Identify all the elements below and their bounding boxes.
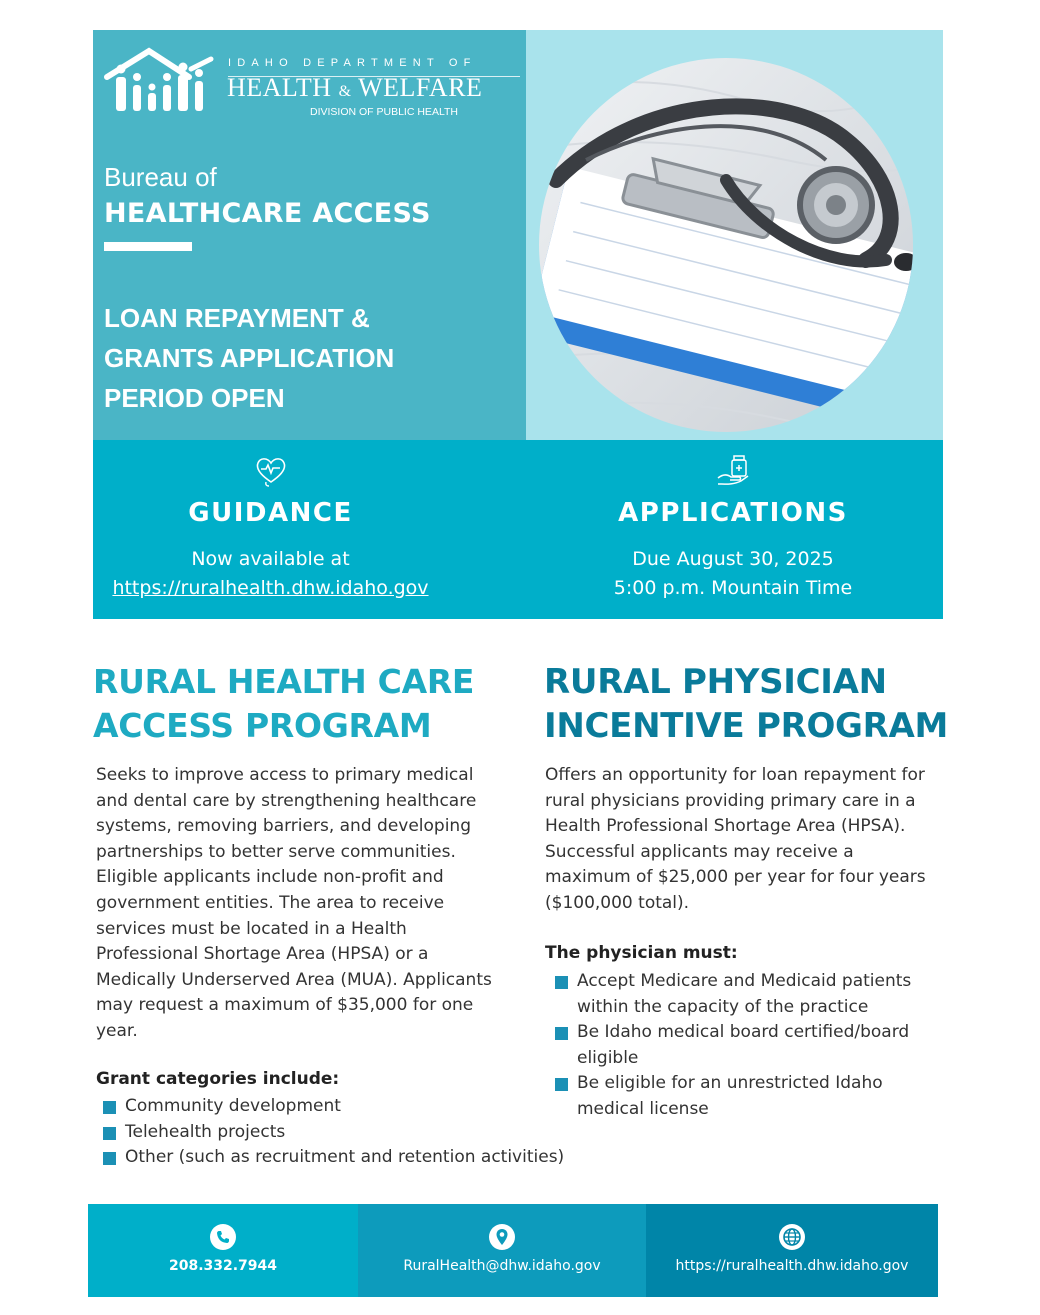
- text-line: services must be located in a Health: [96, 918, 407, 939]
- idhw-logo[interactable]: [103, 47, 518, 127]
- text-line: rural physicians providing primary care in a: [545, 790, 916, 811]
- logo-welfare: WELFARE: [358, 73, 483, 102]
- announcement-line: LOAN REPAYMENT &: [104, 303, 370, 333]
- announcement: [104, 298, 504, 418]
- title-line: RURAL PHYSICIAN: [544, 662, 887, 702]
- grant-categories-heading: Grant categories include:: [96, 1069, 340, 1089]
- footer-phone[interactable]: [88, 1204, 358, 1297]
- bullet-square-icon: [103, 1101, 116, 1114]
- physician-requirements-list: [555, 969, 945, 1123]
- list-item: [103, 1145, 623, 1171]
- text-line: ($100,000 total).: [545, 892, 690, 913]
- applications-section: [523, 440, 943, 619]
- announcement-line: GRANTS APPLICATION: [104, 343, 395, 373]
- grant-categories-list: [103, 1094, 623, 1171]
- list-item: [103, 1094, 623, 1120]
- phone-icon: [210, 1224, 236, 1250]
- text-line: Professional Shortage Area (HPSA) or a: [96, 944, 429, 965]
- announcement-line: PERIOD OPEN: [104, 383, 285, 413]
- website-url: https://ruralhealth.dhw.idaho.gov: [675, 1258, 909, 1274]
- logo-ampersand: &: [338, 83, 352, 100]
- list-item-text: Be Idaho medical board certified/board: [577, 1022, 910, 1043]
- logo-line2: [227, 73, 482, 103]
- text-line: Medically Underserved Area (MUA). Applicants: [96, 969, 492, 990]
- text-line: Health Professional Shortage Area (HPSA).: [545, 816, 906, 837]
- applications-due-time: 5:00 p.m. Mountain Time: [613, 577, 853, 599]
- list-item: [103, 1120, 623, 1146]
- bureau-prefix: Bureau of: [104, 162, 217, 192]
- text-line: maximum of $25,000 per year for four years: [545, 867, 926, 888]
- list-item-text: Other (such as recruitment and retention activities): [125, 1147, 565, 1168]
- bullet-square-icon: [103, 1152, 116, 1165]
- hero-panel: [93, 30, 526, 440]
- bullet-square-icon: [555, 1027, 568, 1040]
- logo-health: HEALTH: [227, 73, 332, 102]
- accent-divider: [104, 242, 192, 251]
- applications-title: APPLICATIONS: [618, 498, 848, 528]
- list-item-text: Accept Medicare and Medicaid patients: [577, 971, 912, 991]
- physician-description: [545, 763, 945, 917]
- list-item: [555, 969, 945, 1020]
- guidance-link[interactable]: https://ruralhealth.dhw.idaho.gov: [112, 577, 429, 599]
- hero-photo-panel: [526, 30, 943, 440]
- text-line: Eligible applicants include non-profit and: [96, 867, 444, 888]
- hand-medicine-icon: [715, 452, 751, 488]
- text-line: Offers an opportunity for loan repayment for: [545, 765, 925, 785]
- title-line: RURAL HEALTH CARE: [93, 662, 475, 701]
- list-item-text: Be eligible for an unrestricted Idaho: [577, 1073, 883, 1094]
- guidance-link-row: [93, 577, 448, 599]
- stethoscope-clipboard-photo: [526, 30, 943, 440]
- list-item: [555, 1071, 945, 1122]
- list-item-text: Telehealth projects: [125, 1121, 286, 1142]
- heart-stethoscope-icon: [253, 452, 289, 488]
- physician-requirements-heading: The physician must:: [545, 943, 738, 963]
- info-band: [93, 440, 943, 619]
- text-line: and dental care by strengthening healthcare: [96, 790, 477, 811]
- title-line: INCENTIVE PROGRAM: [544, 706, 949, 746]
- location-pin-icon: [489, 1224, 515, 1250]
- logo-line3: DIVISION OF PUBLIC HEALTH: [310, 106, 458, 118]
- title-line: ACCESS PROGRAM: [93, 706, 432, 745]
- house-people-logo-icon: [103, 47, 221, 119]
- email-address: RuralHealth@dhw.idaho.gov: [403, 1258, 601, 1274]
- text-line: year.: [96, 1020, 138, 1041]
- applications-due-date: Due August 30, 2025: [632, 548, 834, 570]
- guidance-title: GUIDANCE: [188, 498, 353, 528]
- bullet-square-icon: [103, 1127, 116, 1140]
- text-line: Successful applicants may receive a: [545, 841, 854, 862]
- list-item: [555, 1020, 945, 1071]
- text-line: partnerships to better serve communities.: [96, 841, 456, 862]
- list-item-text: Community development: [125, 1096, 341, 1116]
- logo-line1: IDAHO DEPARTMENT OF: [228, 57, 477, 69]
- footer-website[interactable]: [646, 1204, 938, 1297]
- rural-health-program-title: [93, 660, 513, 748]
- phone-number: 208.332.7944: [168, 1258, 278, 1274]
- text-line: systems, removing barriers, and developing: [96, 816, 471, 837]
- footer-email[interactable]: [358, 1204, 646, 1297]
- list-item-text: within the capacity of the practice: [577, 996, 869, 1017]
- text-line: may request a maximum of $35,000 for one: [96, 995, 474, 1016]
- bureau-name: HEALTHCARE ACCESS: [104, 198, 431, 229]
- rural-health-description: [96, 763, 516, 1045]
- text-line: government entities. The area to receive: [96, 892, 445, 913]
- list-item-text: eligible: [577, 1047, 639, 1068]
- bullet-square-icon: [555, 976, 568, 989]
- globe-icon: [779, 1224, 805, 1250]
- text-line: Seeks to improve access to primary medical: [96, 765, 474, 785]
- list-item-text: medical license: [577, 1098, 709, 1119]
- guidance-text: Now available at: [191, 548, 350, 570]
- physician-program-title: [544, 660, 964, 748]
- guidance-section: [93, 440, 448, 619]
- bullet-square-icon: [555, 1078, 568, 1091]
